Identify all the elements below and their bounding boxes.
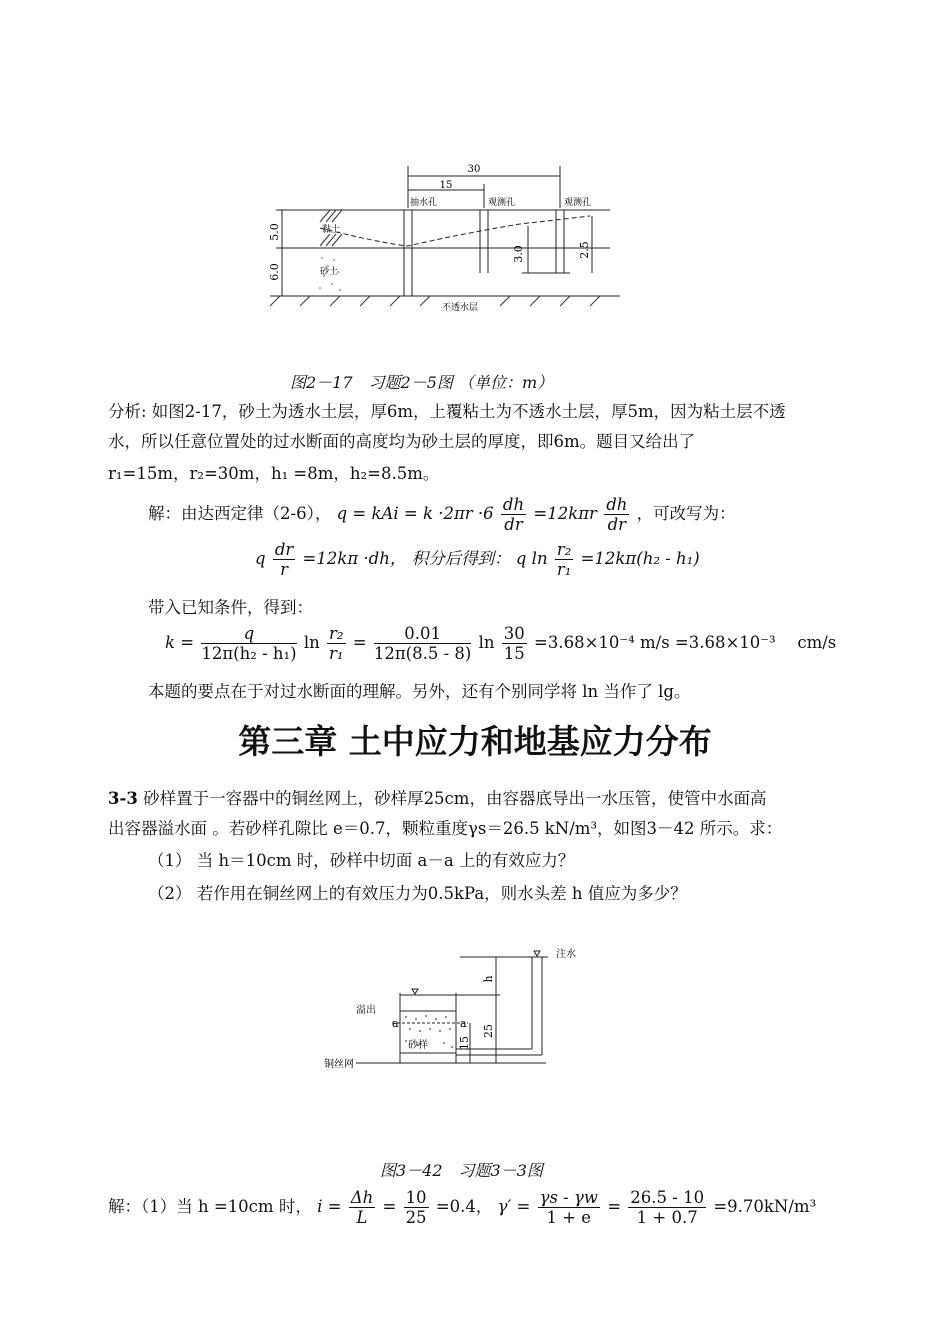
frac-num: Δh [350,1188,374,1207]
frac-num: r₂ [556,540,572,559]
frac-dh-dr-1 [501,495,526,534]
label-25: 25 [482,1024,495,1038]
k-ln-2: ln [478,633,495,652]
frac-dh-L [349,1188,376,1227]
frac-num: dh [502,495,525,514]
frac-den: dr [504,515,523,534]
frac-den: 12π(h₂ - h₁) [201,644,297,663]
k-result: =3.68×10⁻⁴ m/s =3.68×10⁻³ cm/s [534,633,837,652]
frac-num: 10 [405,1188,427,1207]
label-obs-well-2: 观测孔 [564,198,592,208]
k-result-line [165,624,836,663]
problem-3-3-line-2: 出容器溢水面 。若砂样孔隙比 e＝0.7，颗粒重度γs＝26.5 kN/m³，如图3－42 所示。求： [108,819,783,838]
solution-intro: 解：由达西定律（2-6）， [148,504,332,523]
eq1-part-b: =12kπr [533,504,597,523]
frac-num: r₂ [329,624,344,643]
frac-den: dr [607,515,627,534]
dim-30: 30 [467,164,481,175]
frac-num: dh [606,495,628,514]
figure-3-42-caption: 图3－42 习题3－3图 [380,1161,543,1180]
frac-den: r₁ [556,560,572,579]
label-h: h [482,975,495,983]
question-2: （2） 若作用在铜丝网上的有效压力为0.5kPa，则水头差 h 值应为多少？ [148,884,687,903]
label-pump-well: 抽水孔 [410,198,438,208]
eq1-part-a: q = kAi = k ·2πr ·6 [336,504,494,523]
frac-30-15 [502,624,527,663]
frac-den: 1 + e [546,1208,592,1227]
label-clay: 黏土 [322,225,341,235]
problem-3-3-line-1 [108,785,766,812]
eq2-q: q [255,549,266,568]
label-15: 15 [458,1036,471,1050]
eq2-end: =12kπ(h₂ - h₁) [580,549,700,568]
frac-dr-r [273,540,295,579]
label-inject-water [556,947,576,960]
label-sand-sample: 砂样 [408,1040,428,1051]
frac-gamma-values [628,1188,706,1227]
analysis-line-1: 分析: 如图2-17，砂土为透水土层，厚6m，上覆粘土为不透水土层，厚5m，因为粘土层不透 [108,402,786,421]
frac-num: dr [274,540,294,559]
frac-den: 15 [503,644,525,663]
dim-2-5: 2.5 [578,241,591,259]
solution2-intro: 解：（1）当 h =10cm 时， [108,1197,312,1216]
eq2-mid: =12kπ ·dh， 积分后得到： [302,549,511,568]
analysis-line-3: r₁=15m，r₂=30m，h₁ =8m，h₂=8.5m。 [108,464,440,483]
k-eq: = [352,633,367,652]
solution-note: 本题的要点在于对过水断面的理解。另外，还有个别同学将 ln 当作了 lg。 [148,682,691,701]
label-a-right: a [460,1017,467,1030]
frac-den: L [356,1208,368,1227]
frac-den: 12π(8.5 - 8) [373,644,472,663]
solution-3-3-line [108,1188,816,1227]
problem-number: 3-3 [108,789,138,808]
i-lhs: i = [317,1197,342,1216]
frac-num: 0.01 [374,624,472,644]
dim-3: 3.0 [512,245,525,263]
eq1-part-c: ，可改写为： [636,504,736,523]
chapter-title: 第三章 土中应力和地基应力分布 [238,722,712,761]
label-sand: 砂土 [320,267,339,277]
frac-num: γs - γw [539,1188,598,1207]
gamma-eq: = [607,1197,622,1216]
label-overflow: 溢出 [356,1005,376,1016]
frac-r2-r1-k [327,624,346,663]
label-a-left: a [392,1017,399,1030]
i-eq: = [382,1197,397,1216]
gamma-result: =9.70kN/m³ [713,1197,817,1216]
label-copper-mesh: 铜丝网 [324,1059,354,1070]
frac-dh-dr-2 [604,495,629,534]
known-conditions: 带入已知条件，得到： [148,598,313,617]
k-ln-1: ln [303,633,320,652]
frac-001 [374,624,472,663]
dim-5: 5.0 [268,223,281,241]
frac-gamma [538,1188,600,1227]
question-1: （1） 当 h＝10cm 时，砂样中切面 a－a 上的有效应力？ [148,851,575,870]
frac-10-25 [404,1188,429,1227]
label-obs-well-1: 观测孔 [488,198,516,208]
i-result: =0.4， [435,1197,493,1216]
dim-6: 6.0 [268,263,281,281]
k-lhs: k = [165,633,195,652]
frac-q-12pi [201,624,296,663]
frac-num: 30 [503,624,525,643]
frac-num: q [201,624,296,644]
gamma-lhs: γ′ = [497,1197,531,1216]
frac-den: 25 [405,1208,427,1227]
figure-2-17 [260,158,640,318]
dim-15: 15 [439,180,453,191]
frac-den: r₁ [329,644,344,663]
darcy-equation-line [148,495,736,534]
label-impervious: 不透水层 [441,303,479,313]
integrated-equation-line [255,540,700,579]
figure-3-42 [320,945,590,1080]
problem-text-1: 砂样置于一容器中的铜丝网上，砂样厚25cm，由容器底导出一水压管，使管中水面高 [143,789,767,808]
inject-line: 注水 [556,949,576,960]
frac-den: 1 + 0.7 [636,1208,698,1227]
analysis-line-2: 水，所以任意位置处的过水断面的高度均为砂土层的厚度，即6m。题目又给出了 [108,432,696,451]
figure-2-17-caption: 图2－17 习题2－5图 （单位：m） [290,373,554,392]
eq2-qln: q ln [515,549,548,568]
frac-den: r [280,560,288,579]
frac-r2-r1 [555,540,574,579]
frac-num: 26.5 - 10 [630,1188,705,1207]
